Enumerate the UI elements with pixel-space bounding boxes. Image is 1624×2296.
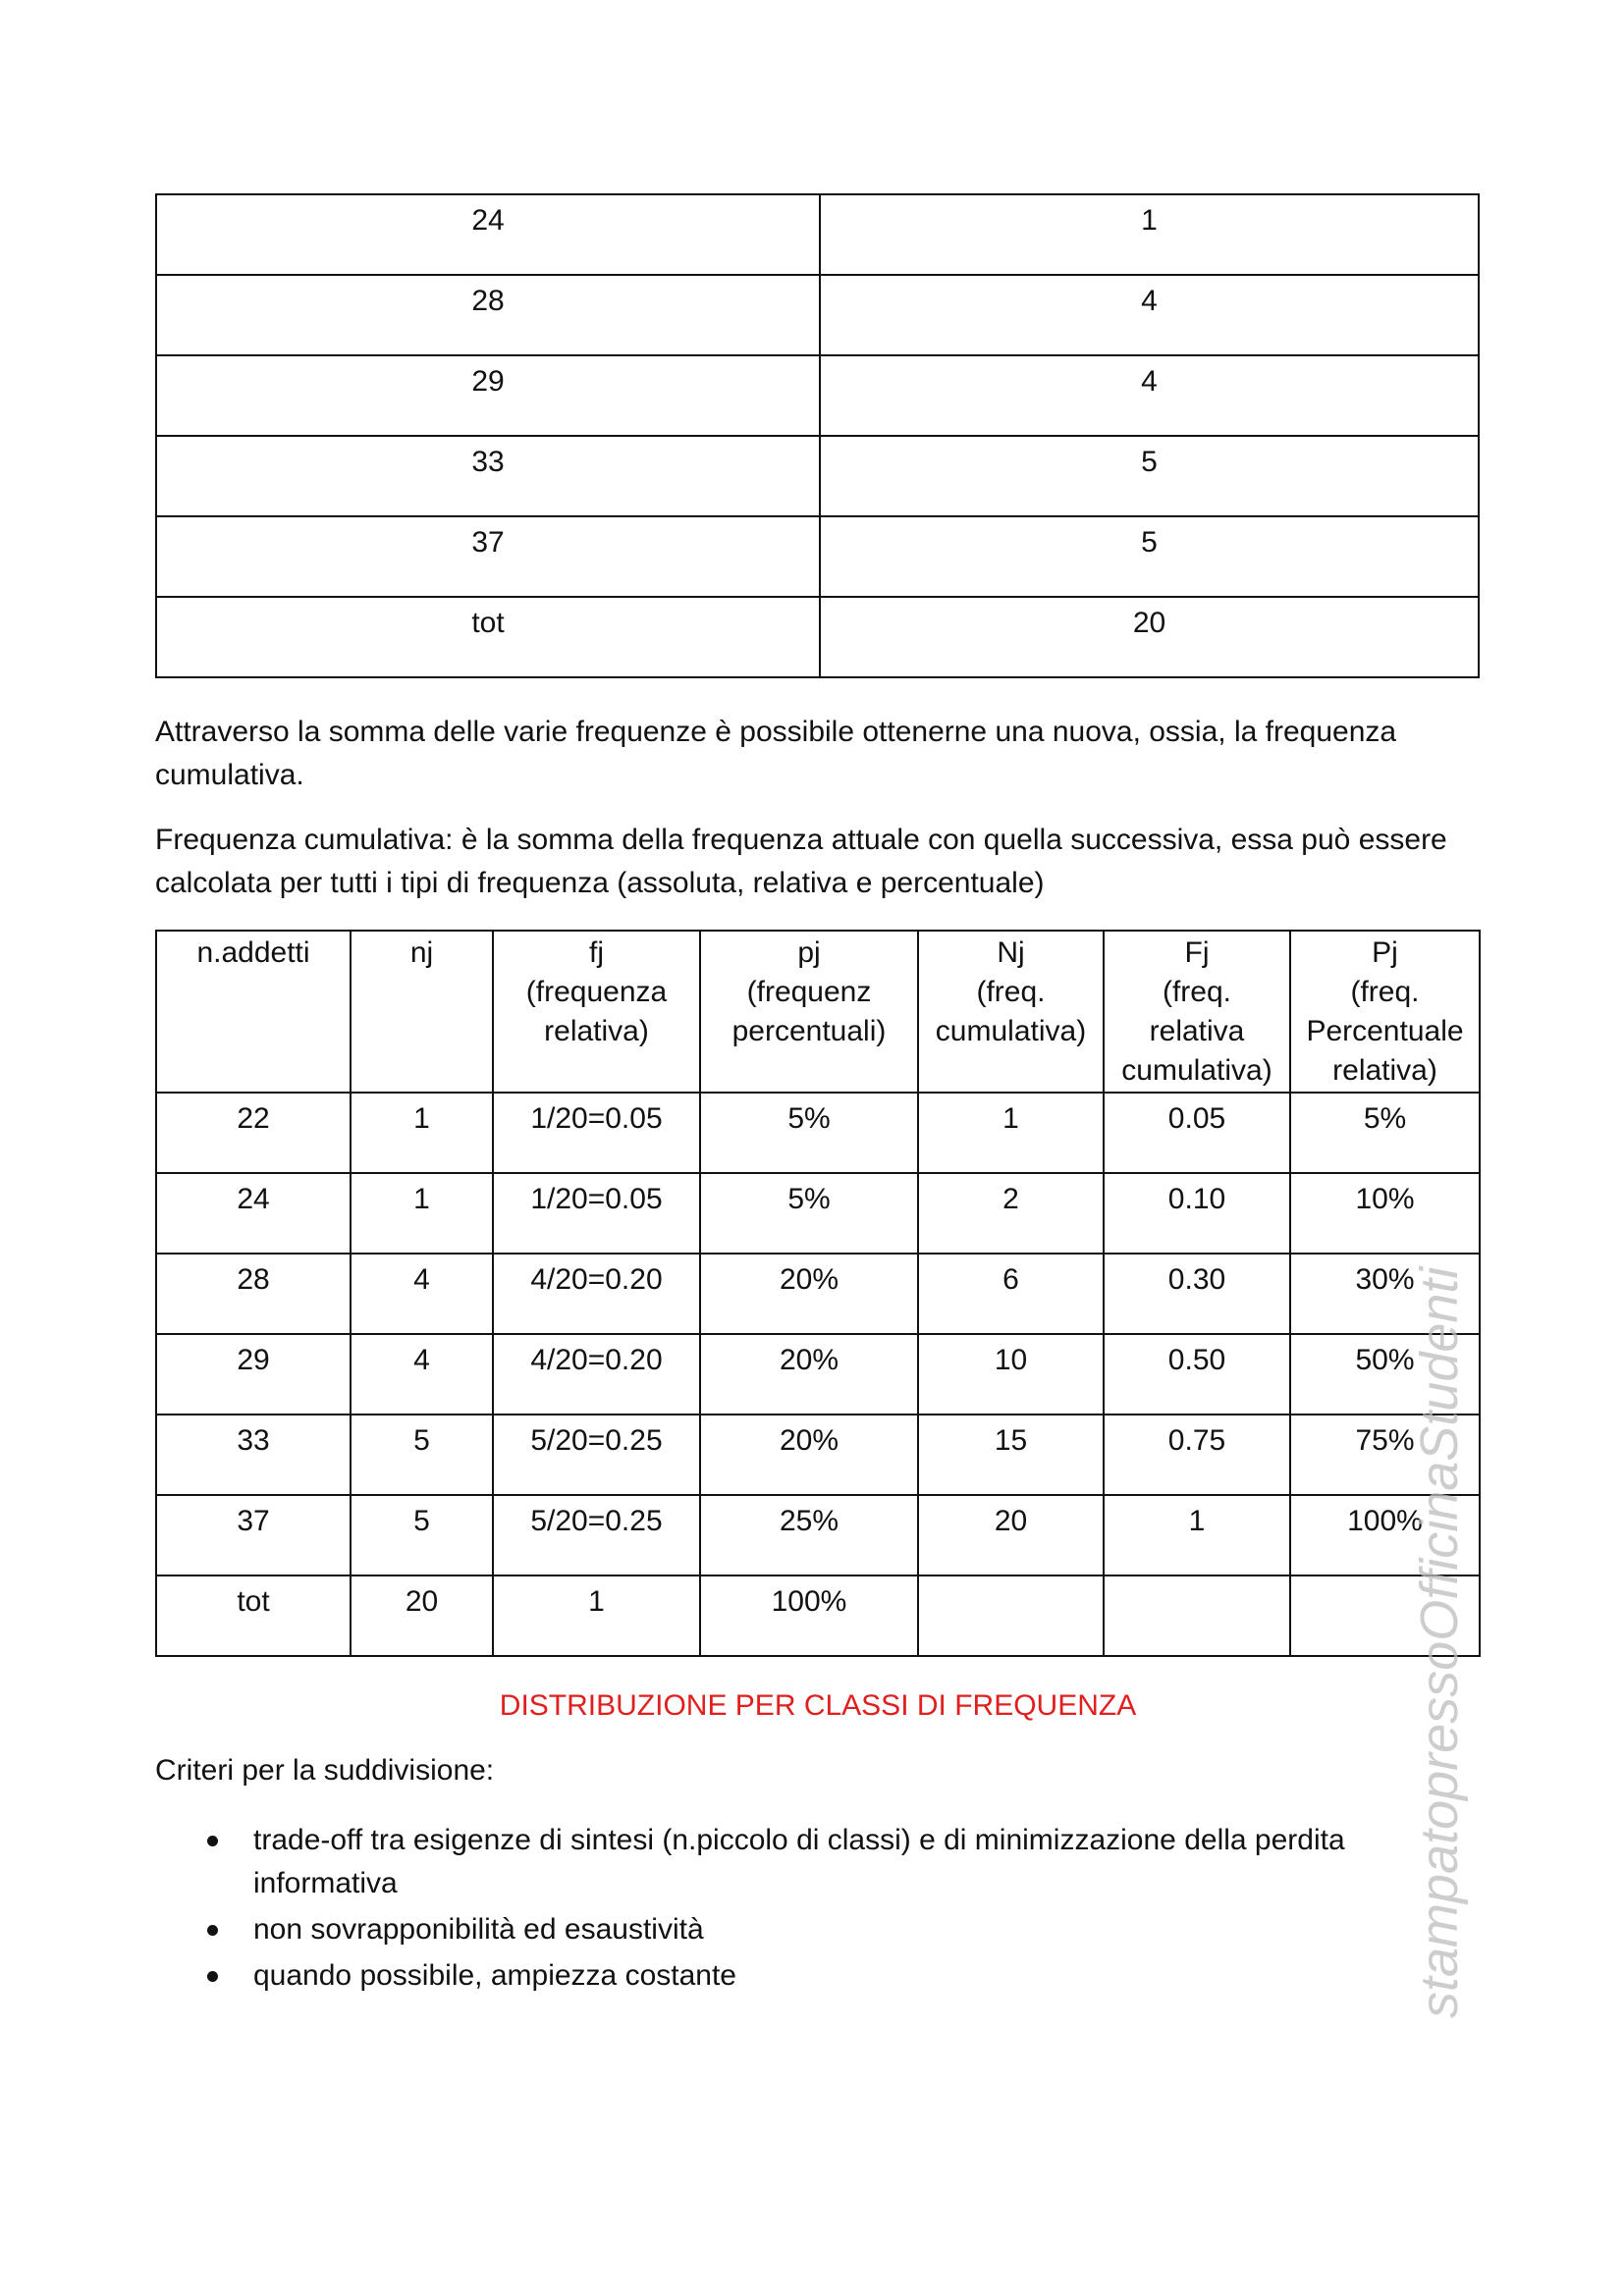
value-cell: tot xyxy=(156,597,820,677)
list-item xyxy=(155,1819,1392,1905)
header-line: Nj xyxy=(997,936,1025,969)
table-cell: 4/20=0.20 xyxy=(493,1254,700,1334)
table-row xyxy=(156,1093,1480,1173)
header-cell xyxy=(156,931,351,1093)
table-cell: 0.50 xyxy=(1104,1334,1290,1415)
table-cell: 5/20=0.25 xyxy=(493,1415,700,1495)
table-cell: 29 xyxy=(156,1334,351,1415)
list-item-text: quando possibile, ampiezza costante xyxy=(253,1959,736,1992)
table-cell: 22 xyxy=(156,1093,351,1173)
table-row xyxy=(156,1495,1480,1575)
bullet-icon xyxy=(207,1836,218,1846)
table-cell: 0.05 xyxy=(1104,1093,1290,1173)
table-cell: 5 xyxy=(351,1495,493,1575)
table-cell: 20% xyxy=(700,1254,918,1334)
table-cell: 4 xyxy=(351,1334,493,1415)
header-line: cumulativa) xyxy=(1121,1054,1272,1087)
header-cell xyxy=(351,931,493,1093)
table-cell: 37 xyxy=(156,1495,351,1575)
table-cell: 1 xyxy=(351,1093,493,1173)
table-cell: 100% xyxy=(1290,1495,1480,1575)
header-line: n.addetti xyxy=(196,936,310,969)
table-row xyxy=(156,194,1479,275)
header-line: Pj xyxy=(1372,936,1398,969)
table-row xyxy=(156,597,1479,677)
header-cell xyxy=(493,931,700,1093)
header-line: nj xyxy=(409,936,434,969)
header-line: (freq. xyxy=(976,976,1046,1008)
criteria-label: Criteri per la suddivisione: xyxy=(155,1754,495,1787)
table-cell: 0.10 xyxy=(1104,1173,1290,1254)
table-cell: 5% xyxy=(700,1173,918,1254)
header-line: fj xyxy=(589,936,604,969)
value-cell: 33 xyxy=(156,436,820,516)
header-cell xyxy=(1104,931,1290,1093)
table-cell: 100% xyxy=(700,1575,918,1656)
frequency-cell: 4 xyxy=(820,355,1479,436)
table-cell: 24 xyxy=(156,1173,351,1254)
header-line: (freq. xyxy=(1162,976,1232,1008)
header-line: relativa) xyxy=(544,1015,649,1047)
table-cell: 20 xyxy=(918,1495,1104,1575)
watermark: stampatopressoOfficinaStudenti xyxy=(1410,1266,1469,2018)
table-cell: 20 xyxy=(351,1575,493,1656)
table-cell: 5% xyxy=(700,1093,918,1173)
table-row xyxy=(156,275,1479,355)
frequency-cell: 4 xyxy=(820,275,1479,355)
table-cell: 10 xyxy=(918,1334,1104,1415)
table-cell: 6 xyxy=(918,1254,1104,1334)
table-row xyxy=(156,355,1479,436)
header-line: relativa xyxy=(1149,1015,1245,1047)
header-line: Fj xyxy=(1184,936,1210,969)
list-item xyxy=(155,1954,1392,1998)
header-line: (freq. xyxy=(1350,976,1420,1008)
table-cell xyxy=(918,1575,1104,1656)
table-cell: 1/20=0.05 xyxy=(493,1093,700,1173)
table-cell: 4 xyxy=(351,1254,493,1334)
table-cell: 0.30 xyxy=(1104,1254,1290,1334)
section-heading: DISTRIBUZIONE PER CLASSI DI FREQUENZA xyxy=(499,1689,1137,1722)
paragraph-cumulative-intro: Attraverso la somma delle varie frequenze è possibile ottenerne una nuova, ossia, la frequenza cumulativa. xyxy=(155,716,1397,791)
table-row xyxy=(156,1334,1480,1415)
frequency-table-full xyxy=(155,930,1481,1657)
table-row xyxy=(156,1254,1480,1334)
frequency-cell: 5 xyxy=(820,436,1479,516)
frequency-cell: 1 xyxy=(820,194,1479,275)
table-cell: 5% xyxy=(1290,1093,1480,1173)
header-line: Percentuale xyxy=(1306,1015,1464,1047)
header-cell xyxy=(918,931,1104,1093)
header-line: (frequenza xyxy=(525,976,668,1008)
table-cell: 1 xyxy=(1104,1495,1290,1575)
bullet-icon xyxy=(207,1971,218,1982)
header-line: (frequenz xyxy=(746,976,872,1008)
header-line: pj xyxy=(797,936,821,969)
table-cell: 20% xyxy=(700,1415,918,1495)
value-cell: 29 xyxy=(156,355,820,436)
bullet-icon xyxy=(207,1925,218,1936)
table-row xyxy=(156,1173,1480,1254)
table-cell: 20% xyxy=(700,1334,918,1415)
value-cell: 28 xyxy=(156,275,820,355)
table-row xyxy=(156,516,1479,597)
table-row xyxy=(156,436,1479,516)
table-cell: 33 xyxy=(156,1415,351,1495)
table-cell: 4/20=0.20 xyxy=(493,1334,700,1415)
table-cell: tot xyxy=(156,1575,351,1656)
header-cell xyxy=(700,931,918,1093)
table-cell: 1 xyxy=(351,1173,493,1254)
frequency-cell: 20 xyxy=(820,597,1479,677)
header-line: cumulativa) xyxy=(935,1015,1087,1047)
table-header-row xyxy=(156,931,1480,1093)
paragraph-cumulative-definition: Frequenza cumulativa: è la somma della frequenza attuale con quella successiva, essa può essere calcolata per tutti i tipi di frequenza (assoluta, relativa e percentuale) xyxy=(155,824,1447,899)
header-cell xyxy=(1290,931,1480,1093)
table-cell: 2 xyxy=(918,1173,1104,1254)
table-cell: 10% xyxy=(1290,1173,1480,1254)
table-cell: 5 xyxy=(351,1415,493,1495)
table-row xyxy=(156,1575,1480,1656)
table-row xyxy=(156,1415,1480,1495)
header-line: relativa) xyxy=(1332,1054,1437,1087)
table-cell: 25% xyxy=(700,1495,918,1575)
table-cell xyxy=(1104,1575,1290,1656)
criteria-list xyxy=(155,1819,1392,2001)
table-cell: 28 xyxy=(156,1254,351,1334)
value-cell: 37 xyxy=(156,516,820,597)
table-cell: 1 xyxy=(918,1093,1104,1173)
table-cell: 1 xyxy=(493,1575,700,1656)
header-line: percentuali) xyxy=(731,1015,887,1047)
table-cell: 15 xyxy=(918,1415,1104,1495)
list-item-text: trade-off tra esigenze di sintesi (n.piccolo di classi) e di minimizzazione della perdita informativa xyxy=(253,1824,1345,1899)
table-cell: 0.75 xyxy=(1104,1415,1290,1495)
table-cell: 50% xyxy=(1290,1334,1480,1415)
table-cell: 75% xyxy=(1290,1415,1480,1495)
frequency-table-simple xyxy=(155,193,1480,678)
value-cell: 24 xyxy=(156,194,820,275)
frequency-cell: 5 xyxy=(820,516,1479,597)
list-item-text: non sovrapponibilità ed esaustività xyxy=(253,1913,704,1946)
list-item xyxy=(155,1908,1392,1951)
table-cell: 1/20=0.05 xyxy=(493,1173,700,1254)
table-cell: 30% xyxy=(1290,1254,1480,1334)
table-cell: 5/20=0.25 xyxy=(493,1495,700,1575)
